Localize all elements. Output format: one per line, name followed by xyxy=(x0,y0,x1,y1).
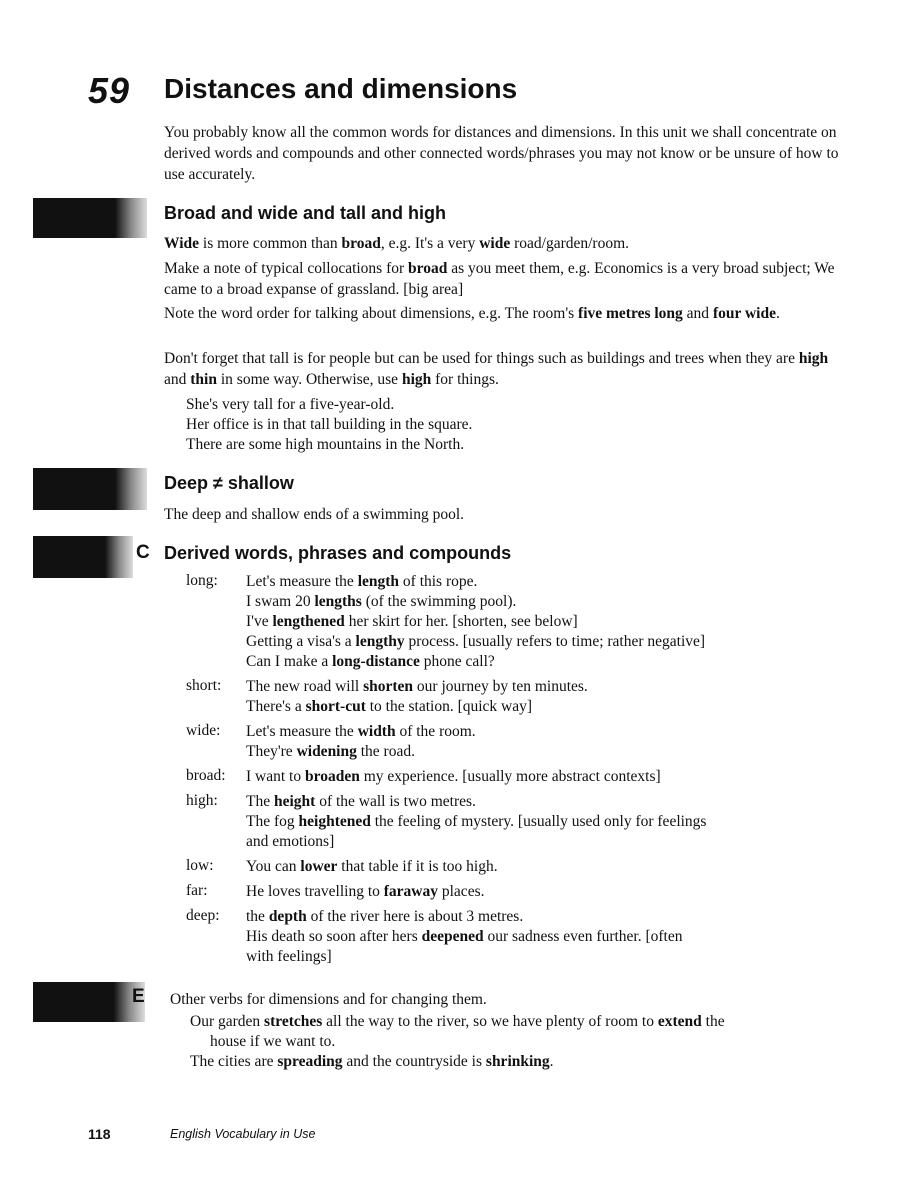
section-e-text: Other verbs for dimensions and for changing them. xyxy=(170,991,487,1008)
section-a-para-3: Note the word order for talking about dimensions, e.g. The room's five metres long and four wide. xyxy=(164,305,780,322)
entry-key: broad: xyxy=(186,767,226,784)
entry-key: wide: xyxy=(186,722,221,739)
entry-deep: deep: the depth of the river here is about 3 metres. His death so soon after hers deepened our sadness even further. [often with feelings] xyxy=(186,907,683,965)
section-b-marker xyxy=(33,468,147,510)
section-e-marker xyxy=(33,982,145,1022)
section-a-para-1: Wide is more common than broad, e.g. It's a very wide road/garden/room. xyxy=(164,235,630,252)
section-c-heading: Derived words, phrases and compounds xyxy=(164,543,512,563)
entry-key: far: xyxy=(186,882,208,899)
entry-high: high: The height of the wall is two metres. The fog heightened the feeling of mystery. [usually used only for feelings and emotions] xyxy=(186,792,707,850)
example-line: Our garden stretches all the way to the river, so we have plenty of room to extend the xyxy=(190,1013,725,1030)
example-line: The cities are spreading and the countryside is shrinking. xyxy=(190,1053,554,1070)
section-e-examples xyxy=(190,1012,850,1072)
derived-words-list xyxy=(186,572,706,972)
section-b-heading: Deep ≠ shallow xyxy=(164,473,294,493)
entry-key: high: xyxy=(186,792,218,809)
entry-long: long: Let's measure the length of this rope. I swam 20 lengths (of the swimming pool). I've lengthened her skirt for her. [shorten, see below] Getting a visa's a lengthy process. [usually refers to time; rather negative] Can I make a long-distance phone call? xyxy=(186,572,706,670)
section-c-marker xyxy=(33,536,133,578)
example-line: Her office is in that tall building in the square. xyxy=(186,416,473,433)
entry-key: deep: xyxy=(186,907,220,924)
entry-key: long: xyxy=(186,572,218,589)
entry-key: short: xyxy=(186,677,222,694)
example-line: She's very tall for a five-year-old. xyxy=(186,396,395,413)
intro-paragraph: You probably know all the common words for distances and dimensions. In this unit we shall concentrate on derived words and compounds and other connected words/phrases you may not know or be unsure of how to use accurately. xyxy=(164,124,839,183)
book-title: English Vocabulary in Use xyxy=(170,1127,316,1141)
section-a-examples xyxy=(186,395,472,455)
unit-number: 59 xyxy=(88,70,131,111)
entry-broad: broad: I want to broaden my experience. [usually more abstract contexts] xyxy=(186,767,661,785)
section-b-text: The deep and shallow ends of a swimming pool. xyxy=(164,506,465,523)
entry-key: low: xyxy=(186,857,214,874)
entry-low: low: You can lower that table if it is too high. xyxy=(186,857,498,875)
entry-far: far: He loves travelling to faraway places. xyxy=(186,882,485,900)
entry-wide: wide: Let's measure the width of the room. They're widening the road. xyxy=(186,722,476,760)
section-e-letter: E xyxy=(132,986,145,1007)
unit-title: Distances and dimensions xyxy=(164,73,518,104)
section-a-heading: Broad and wide and tall and high xyxy=(164,203,447,223)
example-line: There are some high mountains in the North. xyxy=(186,436,465,453)
section-a-para-4: Don't forget that tall is for people but can be used for things such as buildings and trees when they are high and thin in some way. Otherwise, use high for things. xyxy=(164,350,829,388)
section-a-marker xyxy=(33,198,147,238)
section-a-para-2: Make a note of typical collocations for broad as you meet them, e.g. Economics is a very broad subject; We came to a broad expanse of grassland. [big area] xyxy=(164,260,835,298)
entry-short: short: The new road will shorten our journey by ten minutes. There's a short-cut to the station. [quick way] xyxy=(186,677,588,715)
page-number: 118 xyxy=(88,1126,111,1142)
example-line: house if we want to. xyxy=(210,1033,336,1050)
section-c-letter: C xyxy=(136,542,150,563)
